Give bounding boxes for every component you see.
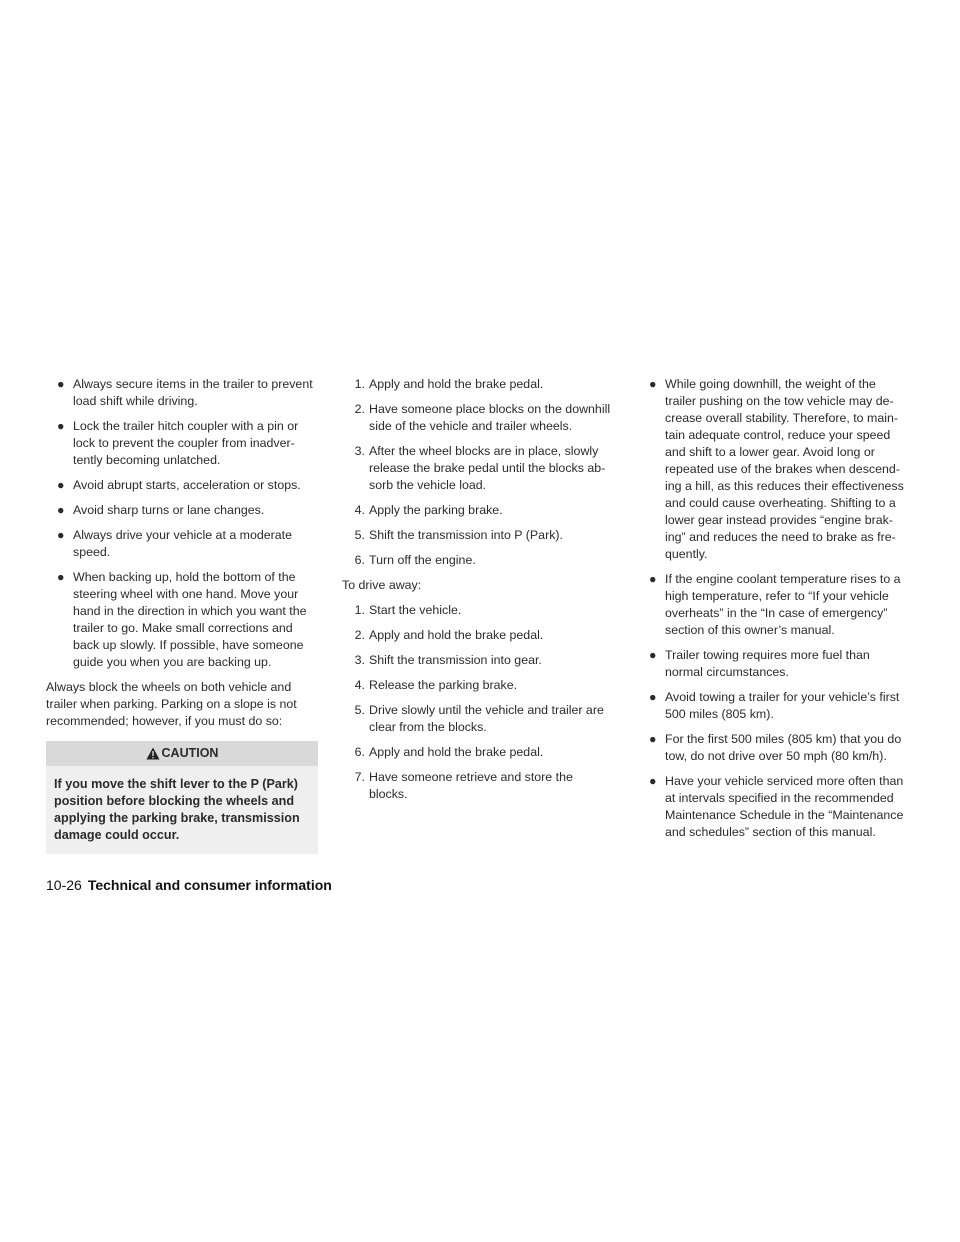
bullet-item bbox=[638, 731, 910, 765]
bullet-icon: ● bbox=[649, 732, 657, 746]
bullet-text: For the first 500 miles (805 km) that you do tow, do not drive over 50 mph (80 km/h). bbox=[665, 732, 902, 763]
step-text: Drive slowly until the vehicle and trailer are clear from the blocks. bbox=[369, 703, 604, 734]
step-text: After the wheel blocks are in place, slowly release the brake pedal until the blocks ab- sorb the vehicle load. bbox=[369, 444, 606, 492]
bullet-icon: ● bbox=[57, 478, 65, 492]
bullet-icon: ● bbox=[649, 377, 657, 391]
drive-step: 7. Have someone retrieve and store the blocks. bbox=[354, 770, 573, 801]
bullet-item bbox=[638, 689, 910, 723]
parking-step: 2. Have someone place blocks on the downhill side of the vehicle and trailer wheels. bbox=[354, 402, 611, 433]
column-3 bbox=[638, 376, 910, 849]
bullet-icon: ● bbox=[57, 570, 65, 584]
bullet-icon: ● bbox=[649, 648, 657, 662]
parking-paragraph: Always block the wheels on both vehicle and trailer when parking. Parking on a slope is not recommended; however, if you must do so: bbox=[46, 680, 297, 728]
drive-step: 5. Drive slowly until the vehicle and trailer are clear from the blocks. bbox=[354, 703, 604, 734]
step-text: Have someone place blocks on the downhill side of the vehicle and trailer wheels. bbox=[369, 402, 611, 433]
step-text: Shift the transmission into P (Park). bbox=[369, 528, 563, 542]
bullet-text: If the engine coolant temperature rises to a high temperature, refer to “If your vehicle overheats” in the “In case of emergency” section of this owner’s manual. bbox=[665, 572, 901, 637]
bullet-icon: ● bbox=[57, 419, 65, 433]
bullet-item bbox=[46, 527, 318, 561]
bullet-icon: ● bbox=[57, 503, 65, 517]
drive-away-label: To drive away: bbox=[342, 578, 422, 592]
drive-step: 4. Release the parking brake. bbox=[354, 678, 518, 692]
bullet-text: Avoid sharp turns or lane changes. bbox=[73, 503, 265, 517]
bullet-icon: ● bbox=[57, 528, 65, 542]
caution-title: CAUTION bbox=[161, 746, 219, 760]
bullet-item bbox=[46, 502, 318, 519]
caution-box bbox=[46, 741, 318, 854]
column-1 bbox=[46, 376, 318, 854]
drive-step: 2. Apply and hold the brake pedal. bbox=[354, 628, 544, 642]
bullet-item bbox=[46, 376, 318, 410]
step-text: Release the parking brake. bbox=[369, 678, 518, 692]
bullet-text: Always drive your vehicle at a moderate speed. bbox=[73, 528, 293, 559]
page-footer bbox=[46, 877, 332, 893]
bullet-item bbox=[46, 418, 318, 469]
bullet-text: Avoid abrupt starts, acceleration or stops. bbox=[73, 478, 301, 492]
parking-step: 3. After the wheel blocks are in place, slowly release the brake pedal until the blocks ab- sorb the vehicle load. bbox=[354, 444, 606, 492]
parking-step: 4. Apply the parking brake. bbox=[354, 503, 503, 517]
bullet-item bbox=[638, 647, 910, 681]
parking-step: 6. Turn off the engine. bbox=[354, 553, 476, 567]
parking-step: 1. Apply and hold the brake pedal. bbox=[354, 377, 544, 391]
bullet-text: Have your vehicle serviced more often than at intervals specified in the recommended Maintenance Schedule in the “Maintenance and schedules” section of this manual. bbox=[665, 774, 904, 839]
step-text: Have someone retrieve and store the blocks. bbox=[369, 770, 573, 801]
warning-icon bbox=[146, 747, 160, 760]
drive-step: 6. Apply and hold the brake pedal. bbox=[354, 745, 544, 759]
step-text: Shift the transmission into gear. bbox=[369, 653, 542, 667]
bullet-icon: ● bbox=[57, 377, 65, 391]
bullet-text: When backing up, hold the bottom of the steering wheel with one hand. Move your hand in the direction in which you want the trailer to go. Make small corrections and back up slowly. If possible, have someone guide you when you are backing up. bbox=[73, 570, 307, 669]
caution-body: If you move the shift lever to the P (Park) position before blocking the wheels and applying the parking brake, transmission damage could occur. bbox=[46, 766, 318, 854]
step-text: Apply and hold the brake pedal. bbox=[369, 628, 544, 642]
step-text: Turn off the engine. bbox=[369, 553, 476, 567]
bullet-item bbox=[638, 773, 910, 841]
page-number: 10-26 bbox=[46, 877, 82, 893]
bullet-item bbox=[638, 571, 910, 639]
caution-header bbox=[46, 741, 318, 766]
bullet-icon: ● bbox=[649, 572, 657, 586]
bullet-text: Avoid towing a trailer for your vehicle’s first 500 miles (805 km). bbox=[665, 690, 900, 721]
bullet-text: Trailer towing requires more fuel than normal circumstances. bbox=[665, 648, 870, 679]
column-2 bbox=[342, 376, 614, 811]
bullet-icon: ● bbox=[649, 774, 657, 788]
bullet-item bbox=[46, 477, 318, 494]
parking-step: 5. Shift the transmission into P (Park). bbox=[354, 528, 563, 542]
bullet-item bbox=[638, 376, 910, 563]
bullet-text: While going downhill, the weight of the trailer pushing on the tow vehicle may de- crease overall stability. Therefore, to main- tain adequate control, reduce your speed and shift to a lower gear. Avoid long or repeated use of the brakes when descend- ing a hill, as this reduces their effectiveness and could cause overheating. Shifting to a lower gear instead provides “engine brak- ing” and reduces the need to brake as fre- quently. bbox=[665, 377, 904, 561]
bullet-item bbox=[46, 569, 318, 671]
bullet-text: Always secure items in the trailer to prevent load shift while driving. bbox=[73, 377, 313, 408]
step-text: Apply the parking brake. bbox=[369, 503, 503, 517]
step-text: Apply and hold the brake pedal. bbox=[369, 745, 544, 759]
bullet-icon: ● bbox=[649, 690, 657, 704]
bullet-text: Lock the trailer hitch coupler with a pin or lock to prevent the coupler from inadver- tently becoming unlatched. bbox=[73, 419, 299, 467]
step-text: Start the vehicle. bbox=[369, 603, 462, 617]
drive-step: 3. Shift the transmission into gear. bbox=[354, 653, 542, 667]
section-title: Technical and consumer information bbox=[87, 877, 332, 893]
step-text: Apply and hold the brake pedal. bbox=[369, 377, 544, 391]
drive-step: 1. Start the vehicle. bbox=[354, 603, 462, 617]
